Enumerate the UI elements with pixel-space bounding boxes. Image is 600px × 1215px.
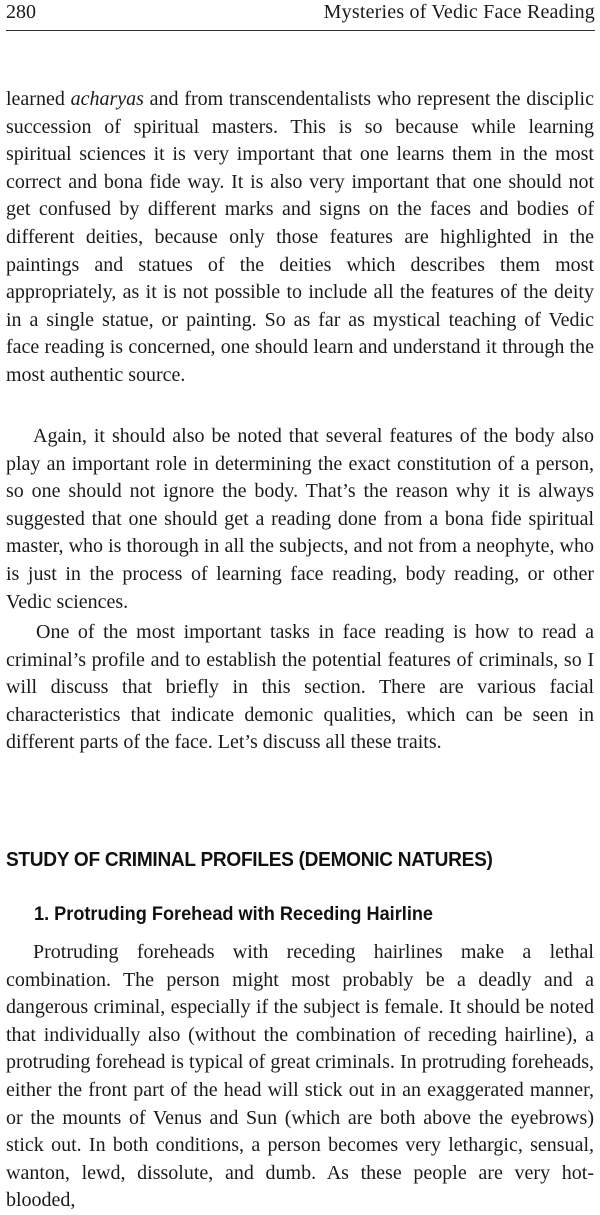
running-header	[6, 0, 595, 31]
book-title: Mysteries of Vedic Face Reading	[323, 1, 595, 23]
paragraph-2: Again, it should also be noted that several features of the body also play an important role in determining the exact constitution of a person, so one should not ignore the body. That’s the reason why it is always suggested that one should get a reading done from a bona fide spiritual master, who is thorough in all the subjects, and not from a neophyte, who is just in the process of learning face reading, body reading, or other Vedic sciences.	[6, 425, 594, 613]
subsection-heading: 1. Protruding Forehead with Receding Hairline	[34, 903, 434, 925]
paragraph-1-rest: and from transcendentalists who represent the disciplic succession of spiritual masters. This is so because while learning spiritual sciences it is very important that one learns them in the most correct and bona fide way. It is also very important that one should not get confused by different marks and signs on the faces and bodies of different deities, because only those features are highlighted in the paintings and statues of the deities which describes them most appropriately, as it is not possible to include all the features of the deity in a single statue, or painting. So as far as mystical teaching of Vedic face reading is concerned, one should learn and understand it through the most authentic source.	[6, 88, 594, 386]
paragraph-4: Protruding foreheads with receding hairlines make a lethal combination. The person might most probably be a deadly and a dangerous criminal, especially if the subject is female. It should be noted that individually also (without the combination of receding hairline), a protruding forehead is typical of great criminals. In protruding foreheads, either the front part of the head will stick out in an exaggerated manner, or the mounts of Venus and Sun (which are both above the eyebrows) stick out. In both conditions, a person becomes very lethargic, sensual, wanton, lewd, dissolute, and dumb. As these people are very hot-blooded,	[6, 941, 594, 1212]
paragraph-1	[6, 86, 594, 390]
paragraph-1-italic-term: acharyas	[70, 88, 144, 110]
paragraph-1-lead: learned	[6, 88, 71, 110]
section-heading: STUDY OF CRIMINAL PROFILES (DEMONIC NATURES)	[6, 848, 493, 871]
page-number: 280	[6, 1, 36, 23]
paragraph-3: One of the most important tasks in face reading is how to read a criminal’s profile and to establish the potential features of criminals, so I will discuss that briefly in this section. There are various facial characteristics that indicate demonic qualities, which can be seen in different parts of the face. Let’s discuss all these traits.	[6, 621, 594, 754]
